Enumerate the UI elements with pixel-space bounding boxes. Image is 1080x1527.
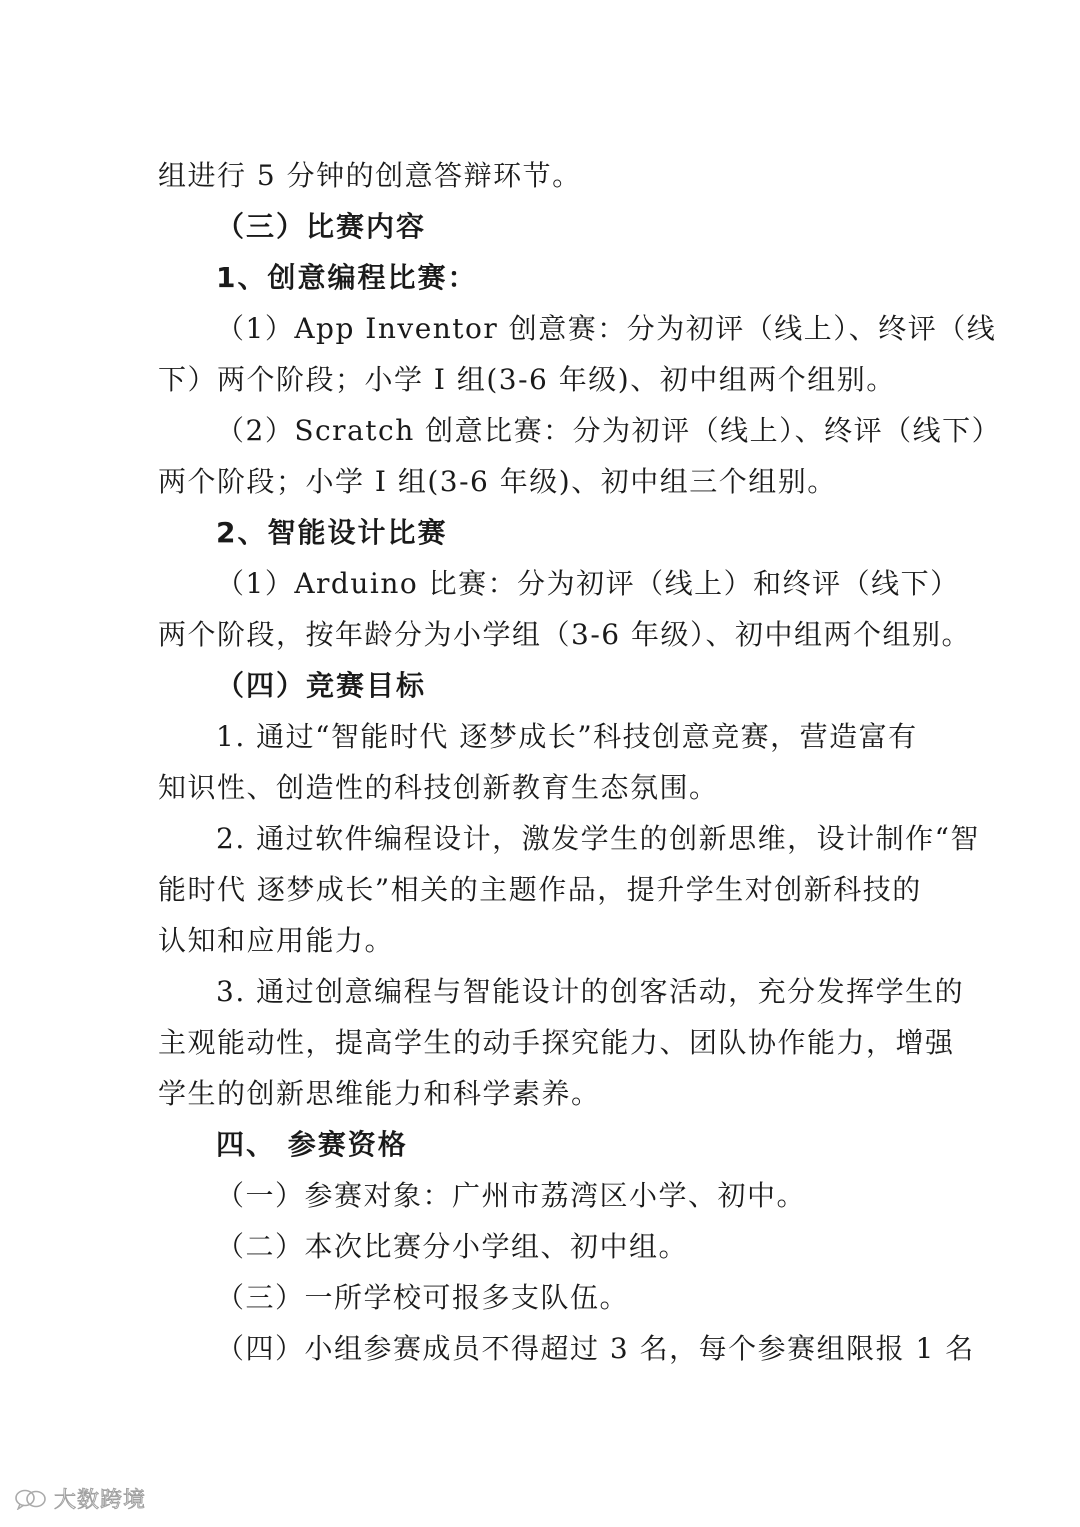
- body-text-line: （1）App Inventor 创意赛：分为初评（线上）、终评（线: [216, 312, 997, 345]
- body-text-line: 主观能动性，提高学生的动手探究能力、团队协作能力，增强: [158, 1026, 955, 1059]
- body-text-line: 知识性、创造性的科技创新教育生态氛围。: [158, 771, 719, 804]
- chapter-heading: 四、 参赛资格: [216, 1128, 408, 1161]
- section-heading: （四）竞赛目标: [216, 669, 427, 702]
- watermark: [14, 1483, 146, 1514]
- body-text-line: 2. 通过软件编程设计，激发学生的创新思维，设计制作“智: [216, 822, 980, 855]
- subsection-heading: 1、创意编程比赛：: [216, 261, 478, 294]
- body-text-line: 认知和应用能力。: [158, 924, 395, 957]
- body-text-line: （一）参赛对象：广州市荔湾区小学、初中。: [216, 1179, 807, 1212]
- body-text-line: 两个阶段；小学 I 组(3-6 年级)、初中组三个组别。: [158, 465, 837, 498]
- body-text-line: （1）Arduino 比赛：分为初评（线上）和终评（线下）: [216, 567, 960, 600]
- body-text-line: （三）一所学校可报多支队伍。: [216, 1281, 630, 1314]
- watermark-text: 大数跨境: [54, 1488, 147, 1513]
- chat-bubble-logo-icon: [14, 1488, 48, 1510]
- body-text-line: 1. 通过“智能时代 逐梦成长”科技创意竞赛，营造富有: [216, 720, 918, 753]
- subsection-heading: 2、智能设计比赛: [216, 516, 448, 549]
- body-text-line: 下）两个阶段；小学 I 组(3-6 年级)、初中组两个组别。: [158, 363, 896, 396]
- section-heading: （三）比赛内容: [216, 210, 427, 243]
- body-text-line: （二）本次比赛分小学组、初中组。: [216, 1230, 689, 1263]
- body-text-line: （四）小组参赛成员不得超过 3 名，每个参赛组限报 1 名: [216, 1332, 975, 1365]
- body-text-line: 3. 通过创意编程与智能设计的创客活动，充分发挥学生的: [216, 975, 965, 1008]
- body-text-line: 两个阶段，按年龄分为小学组（3-6 年级）、初中组两个组别。: [158, 618, 971, 651]
- body-text-line: 组进行 5 分钟的创意答辩环节。: [158, 159, 582, 192]
- body-text-line: 能时代 逐梦成长”相关的主题作品，提升学生对创新科技的: [158, 873, 922, 906]
- body-text-line: （2）Scratch 创意比赛：分为初评（线上）、终评（线下）: [216, 414, 1002, 447]
- body-text-line: 学生的创新思维能力和科学素养。: [158, 1077, 601, 1110]
